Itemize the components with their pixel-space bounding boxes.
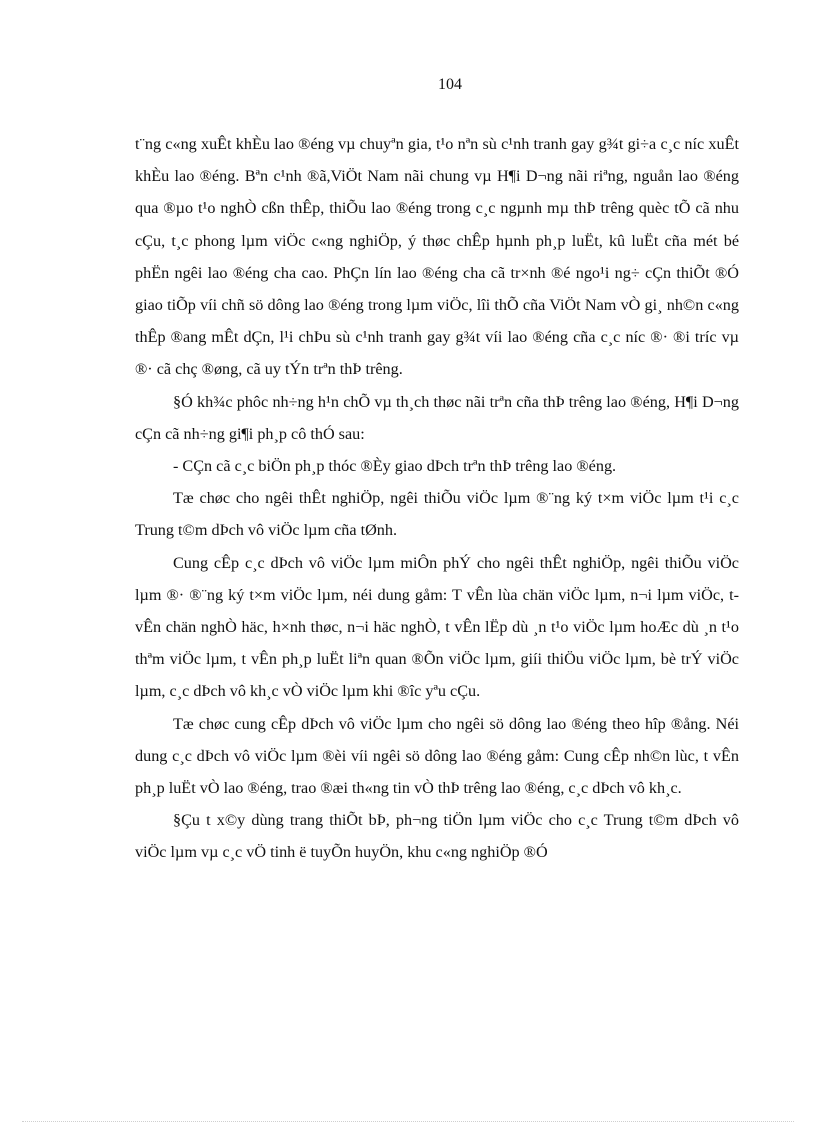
paragraph-registration: Tæ chøc cho ngêi thÊt nghiÖp, ngêi thiÕu viÖc lµm ®¨ng ký t×m viÖc lµm t¹i c¸c Trung t©m dÞch vô viÖc lµm cña tØnh. xyxy=(135,489,739,540)
paragraph-solutions-intro: §Ó kh¾c phôc nh÷ng h¹n chÕ vµ th¸ch thøc nãi trªn cña thÞ trêng lao ®éng, H¶i D¬ng cÇn cã nh÷ng gi¶i ph¸p cô thÓ sau: xyxy=(135,392,739,443)
paragraph-employer-services: Tæ chøc cung cÊp dÞch vô viÖc lµm cho ngêi sö dông lao ®éng theo hîp ®ång. Néi dung c¸c dÞch vô viÖc lµm ®èi víi ngêi sö dông lao ®éng gåm: Cung cÊp nh©n lùc, t vÊn ph¸p luËt vÒ lao ®éng, trao ®æi th«ng tin vÒ thÞ trêng lao ®éng, c¸c dÞch vô kh¸c. xyxy=(135,714,739,798)
paragraph-continuation: t¨ng c«ng xuÊt khÈu lao ®éng vµ chuyªn gia, t¹o nªn sù c¹nh tranh gay g¾t gi÷a c¸c níc xuÊt khÈu lao ®éng. Bªn c¹nh ®ã,ViÖt Nam nãi chung vµ H¶i D¬ng nãi riªng, nguån lao ®éng qua ®µo t¹o nghÒ cßn thÊp, thiÕu lao ®éng trong c¸c ngµnh mµ thÞ trêng quèc tÕ cã nhu cÇu, t¸c phong lµm viÖc c«ng nghiÖp, ý thøc chÊp hµnh ph¸p luËt, kû luËt cña mét bé phËn ngêi lao ®éng cha cao. PhÇn lín lao ®éng cha cã tr×nh ®é ngo¹i ng÷ cÇn thiÕt ®Ó giao tiÕp víi chñ sö dông lao ®éng trong lµm viÖc, lîi thÕ cña ViÖt Nam vÒ gi¸ nh©n c«ng thÊp ®ang mÊt dÇn, l¹i chÞu sù c¹nh tranh gay g¾t víi lao ®éng cña c¸c níc ®· ®i tríc vµ ®· cã chç ®øng, cã uy tÝn trªn thÞ trêng. xyxy=(135,135,739,379)
page-number: 104 xyxy=(438,76,462,93)
page-bottom-divider xyxy=(22,1121,794,1122)
paragraph-bullet-measures: - CÇn cã c¸c biÖn ph¸p thóc ®Èy giao dÞch trªn thÞ trêng lao ®éng. xyxy=(173,457,617,476)
paragraph-investment: §Çu t x©y dùng trang thiÕt bÞ, ph¬ng tiÖn lµm viÖc cho c¸c Trung t©m dÞch vô viÖc lµm vµ c¸c vÖ tinh ë tuyÕn huyÖn, khu c«ng nghiÖp ®Ó xyxy=(135,811,739,862)
page-body xyxy=(135,128,739,869)
paragraph-free-services: Cung cÊp c¸c dÞch vô viÖc lµm miÔn phÝ cho ngêi thÊt nghiÖp, ngêi thiÕu viÖc lµm ®· ®¨ng ký t×m viÖc lµm, néi dung gåm: T vÊn lùa chän viÖc lµm, n¬i lµm viÖc, t vÊn chän nghÒ häc, h×nh thøc, n¬i häc nghÒ, t vÊn lËp dù ¸n t¹o viÖc lµm hoÆc dù ¸n t¹o thªm viÖc lµm, t vÊn ph¸p luËt liªn quan ®Õn viÖc lµm, giíi thiÖu viÖc lµm, bè trÝ viÖc lµm, c¸c dÞch vô kh¸c vÒ viÖc lµm khi ®îc yªu cÇu. xyxy=(135,553,739,701)
